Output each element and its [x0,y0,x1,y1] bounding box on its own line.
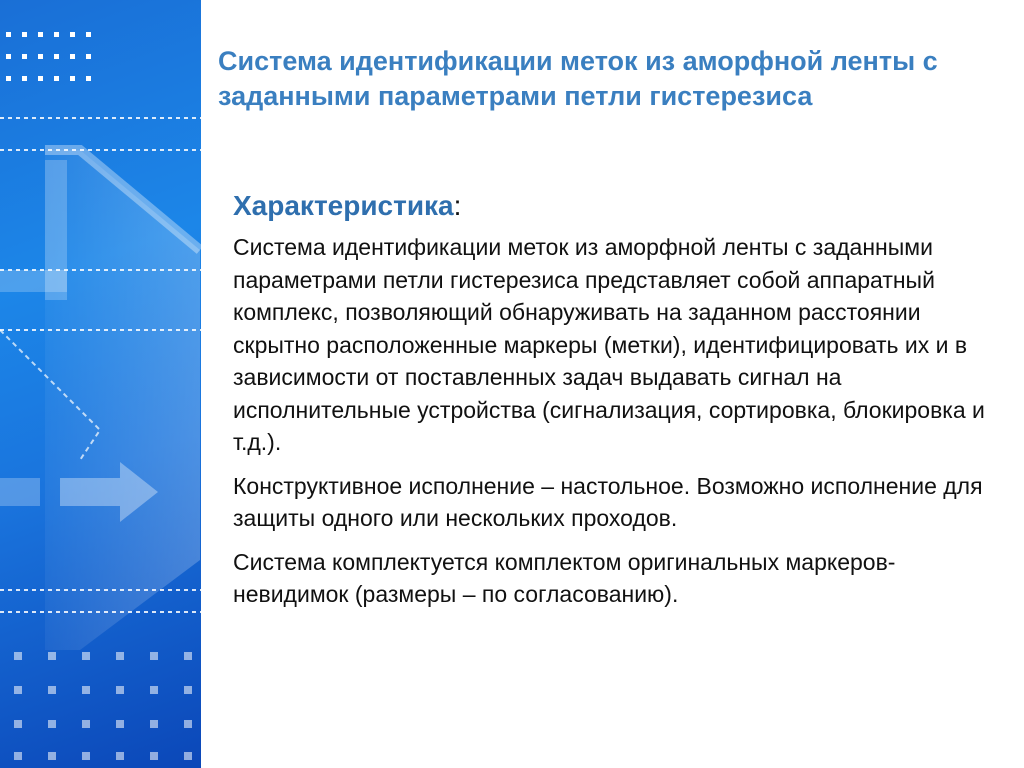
section-heading [233,188,1003,224]
arrow-pattern-graphic [0,0,201,768]
slide-content [233,188,1003,622]
section-heading-colon: : [453,190,462,221]
paragraph-description: Система идентификации меток из аморфной ленты с заданными параметрами петли гистерезиса представляет собой аппаратный комплекс, позволяющий обнаруживать на заданном расстоянии скрытно расположенные маркеры (метки), идентифицировать их и в зависимости от поставленных задач выдавать сигнал на исполнительные устройства (сигнализация, сортировка, блокировка и т.д.). [233,234,985,455]
paragraph-construction: Конструктивное исполнение – настольное. Возможно исполнение для защиты одного или нескольких проходов. [233,472,983,531]
decorative-side-panel [0,0,201,768]
paragraph-markers: Система комплектуется комплектом оригинальных маркеров-невидимок (размеры – по согласованию). [233,548,896,607]
slide-title: Система идентификации меток из аморфной ленты с заданными параметрами петли гистерезиса [218,46,938,111]
section-heading-text: Характеристика [233,190,454,221]
